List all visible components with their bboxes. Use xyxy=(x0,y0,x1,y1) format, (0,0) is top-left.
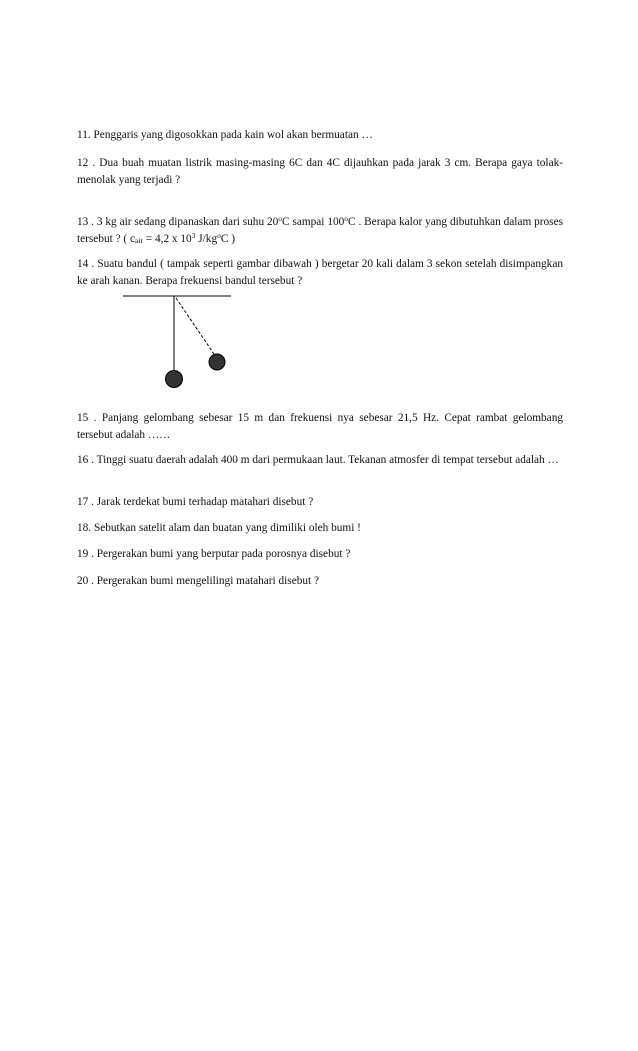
question-15: 15 . Panjang gelombang sebesar 15 m dan frekuensi nya sebesar 21,5 Hz. Cepat rambat gelombang tersebut adalah …… xyxy=(77,412,563,441)
question-16: 16 . Tinggi suatu daerah adalah 400 m dari permukaan laut. Tekanan atmosfer di tempat tersebut adalah … xyxy=(77,454,559,466)
question-20: 20 . Pergerakan bumi mengelilingi matahari disebut ? xyxy=(77,575,319,587)
question-11: 11. Penggaris yang digosokkan pada kain wol akan bermuatan … xyxy=(77,129,373,141)
question-12: 12 . Dua buah muatan listrik masing-masing 6C dan 4C dijauhkan pada jarak 3 cm. Berapa gaya tolak-menolak yang terjadi ? xyxy=(77,157,563,186)
question-14: 14 . Suatu bandul ( tampak seperti gambar dibawah ) bergetar 20 kali dalam 3 sekon setelah disimpangkan ke arah kanan. Berapa frekuensi bandul tersebut ? xyxy=(77,258,563,287)
question-17: 17 . Jarak terdekat bumi terhadap matahari disebut ? xyxy=(77,496,314,508)
pendulum-bob-rest xyxy=(166,371,183,388)
question-19: 19 . Pergerakan bumi yang berputar pada porosnya disebut ? xyxy=(77,548,351,560)
question-13: 13 . 3 kg air sedang dipanaskan dari suhu 20$^o$C sampai 100$^o$C . Berapa kalor yang dibutuhkan dalam proses tersebut ? ( $c_{air} = 4,2$ x $10^3$ $J/kg^oC$ ) xyxy=(77,214,563,245)
pendulum-bob-displaced xyxy=(209,354,225,370)
question-18: 18. Sebutkan satelit alam dan buatan yang dimiliki oleh bumi ! xyxy=(77,522,361,534)
pendulum-diagram xyxy=(118,290,238,390)
pendulum-string-displaced xyxy=(176,298,214,354)
